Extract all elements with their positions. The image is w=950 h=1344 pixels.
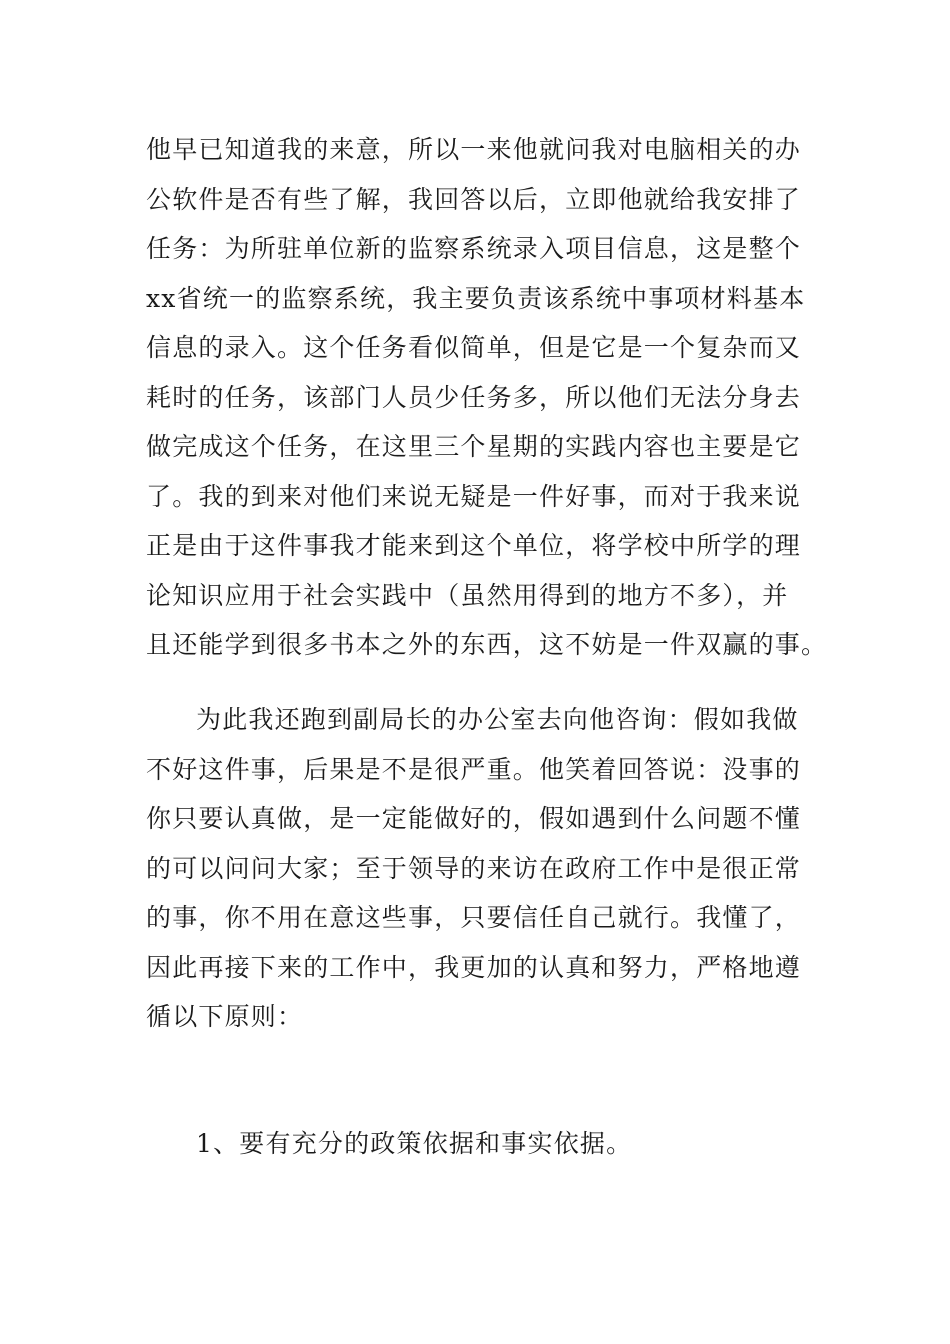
- text-line: 循以下原则：: [146, 1002, 304, 1031]
- text-line: 你只要认真做，是一定能做好的，假如遇到什么问题不懂: [146, 804, 802, 833]
- text-line: 他早已知道我的来意，所以一来他就问我对电脑相关的办: [146, 135, 802, 164]
- text-line: 论知识应用于社会实践中（虽然用得到的地方不多），并: [146, 580, 789, 610]
- paragraph-consultation: [146, 695, 808, 1042]
- text-line: 的可以问问大家；至于领导的来访在政府工作中是很正常: [146, 853, 802, 883]
- text-line: 的事，你不用在意这些事，只要信任自己就行。我懂了，: [146, 903, 802, 932]
- text-line: 了。我的到来对他们来说无疑是一件好事，而对于我来说: [146, 481, 802, 511]
- paragraph-principle-1: [146, 1119, 808, 1169]
- text-line: xx省统一的监察系统，我主要负责该系统中事项材料基本: [146, 283, 806, 313]
- text-line: 不好这件事，后果是不是很严重。他笑着回答说：没事的: [146, 754, 802, 784]
- paragraph-task-assignment: [146, 125, 828, 670]
- text-line: 正是由于这件事我才能来到这个单位，将学校中所学的理: [146, 531, 802, 560]
- text-line: 为此我还跑到副局长的办公室去向他咨询：假如我做: [196, 705, 799, 734]
- text-line: 任务：为所驻单位新的监察系统录入项目信息，这是整个: [146, 234, 802, 263]
- text-line: 信息的录入。这个任务看似简单，但是它是一个复杂而又: [146, 333, 802, 362]
- text-line: 公软件是否有些了解，我回答以后，立即他就给我安排了: [146, 184, 802, 214]
- text-line: 因此再接下来的工作中，我更加的认真和努力，严格地遵: [146, 952, 802, 982]
- text-line: 做完成这个任务，在这里三个星期的实践内容也主要是它: [146, 432, 802, 461]
- text-line: 耗时的任务，该部门人员少任务多，所以他们无法分身去: [146, 382, 802, 412]
- list-item-text: 1、要有充分的政策依据和事实依据。: [196, 1129, 633, 1158]
- text-line: 且还能学到很多书本之外的东西，这不妨是一件双赢的事。: [146, 630, 828, 659]
